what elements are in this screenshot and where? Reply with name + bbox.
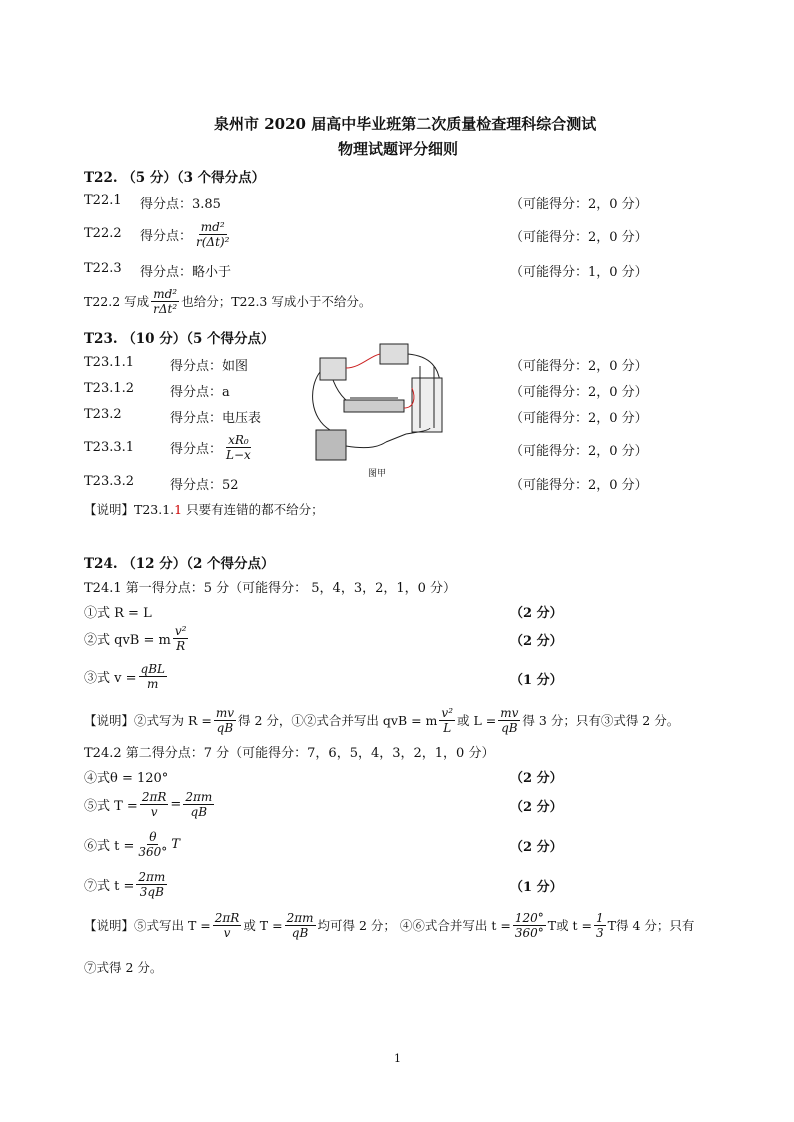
formula-denominator: qB <box>501 720 518 735</box>
circuit-figure <box>300 338 472 474</box>
t23-header: T23. （10 分）（5 个得分点） <box>84 331 275 347</box>
t23-2-score: （可能得分：2，0 分） <box>510 385 648 400</box>
page-number: 1 <box>394 1052 401 1065</box>
t24-part2: T24.2 第二得分点：7 分（可能得分：7，6，5，4，3，2，1，0 分） <box>84 746 495 761</box>
formula-numerator: v² <box>441 705 454 720</box>
t22-note-post: 也给分；T22.3 写成小于不给分。 <box>181 294 372 309</box>
formula-denominator: v <box>150 804 158 819</box>
formula-denominator: 3 <box>596 925 604 940</box>
eq7-pre: ⑦式 t = <box>84 878 135 894</box>
t24-eq4: ④式θ = 120° <box>84 771 169 786</box>
formula-numerator: md² <box>153 286 178 301</box>
doc-title: 泉州市 2020 届高中毕业班第二次质量检查理科综合测试 <box>214 115 597 133</box>
t23-1-label: 得分点：如图 <box>170 359 249 374</box>
note2-c: 均可得 2 分； ④⑥式合并写出 t = <box>317 918 511 933</box>
eq5-formula-2 <box>183 790 214 819</box>
t24-eq7 <box>84 866 169 902</box>
note1-formula-1 <box>214 706 236 735</box>
t23-note <box>84 500 324 518</box>
t24-part1: T24.1 第一得分点：5 分（可能得分： 5，4，3，2，1，0 分） <box>84 581 457 596</box>
formula-denominator: R <box>176 638 186 653</box>
t23-1-id: T23.1.1 <box>84 355 135 370</box>
eq5-mid: = <box>170 796 182 812</box>
formula-denominator: 360° <box>138 844 168 859</box>
t24-note1 <box>84 702 679 738</box>
t23-4-id: T23.3.1 <box>84 440 135 455</box>
note2-a: 【说明】⑤式写出 T = <box>84 918 211 933</box>
eq5-pre: ⑤式 T = <box>84 798 138 814</box>
note2-formula-4 <box>594 911 606 940</box>
formula-denominator: L <box>443 720 452 735</box>
t24-eq1-points: （2 分） <box>510 606 563 621</box>
t23-note-a: 【说明】T23.1. <box>84 502 175 517</box>
t23-5-id: T23.3.2 <box>84 474 135 489</box>
note2-d: T或 t = <box>547 918 593 933</box>
note2-formula-2 <box>285 911 316 940</box>
t22-2-id: T22.2 <box>84 226 122 241</box>
t24-eq1: ①式 R = L <box>84 606 152 621</box>
t23-3-score: （可能得分：2，0 分） <box>510 411 648 426</box>
formula-numerator: md² <box>200 219 225 234</box>
t23-2-id: T23.1.2 <box>84 381 135 396</box>
formula-denominator: rΔt² <box>153 301 178 316</box>
note2-e: T得 4 分；只有 <box>607 918 695 933</box>
eq3-formula <box>139 662 167 691</box>
formula-numerator: 2πm <box>185 789 213 804</box>
formula-denominator: 360° <box>514 925 544 940</box>
eq2-formula <box>173 624 189 653</box>
formula-numerator: mv <box>500 705 519 720</box>
t23-1-score: （可能得分：2，0 分） <box>510 359 648 374</box>
t23-5-label: 得分点：52 <box>170 478 239 493</box>
t22-note-formula <box>151 287 179 316</box>
note1-formula-3 <box>498 706 520 735</box>
formula-denominator: 3qB <box>139 884 164 899</box>
t24-header: T24. （12 分）（2 个得分点） <box>84 556 275 572</box>
note1-c: 或 L = <box>457 713 497 728</box>
t22-note <box>84 284 371 318</box>
note2-formula-1 <box>213 911 242 940</box>
t24-note2 <box>84 906 694 944</box>
eq2-pre: ②式 qvB = m <box>84 632 171 648</box>
formula-numerator: qBL <box>140 661 165 676</box>
t24-eq7-points: （1 分） <box>510 880 563 895</box>
t24-eq2-points: （2 分） <box>510 634 563 649</box>
doc-subtitle: 物理试题评分细则 <box>338 140 459 158</box>
note1-d: 得 3 分；只有③式得 2 分。 <box>522 713 680 728</box>
eq6-formula <box>136 830 169 859</box>
t24-eq4-points: （2 分） <box>510 771 563 786</box>
note1-formula-2 <box>439 706 455 735</box>
t23-4-formula <box>224 433 253 462</box>
note2-formula-3 <box>513 911 546 940</box>
t22-header: T22. （5 分）（3 个得分点） <box>84 170 266 186</box>
t23-5-score: （可能得分：2，0 分） <box>510 478 648 493</box>
t22-2-score: （可能得分：2，0 分） <box>510 230 648 245</box>
eq6-pre: ⑥式 t = <box>84 838 135 854</box>
t24-eq2 <box>84 620 190 656</box>
t23-4-answer <box>170 428 255 466</box>
t22-note-pre: T22.2 写成 <box>84 294 150 309</box>
t23-note-b: 只要有连错的都不给分； <box>182 502 324 517</box>
eq6-post: T <box>171 836 180 852</box>
t24-eq3-points: （1 分） <box>510 673 563 688</box>
note1-a: 【说明】②式写为 R = <box>84 713 212 728</box>
formula-denominator: v <box>223 925 231 940</box>
formula-numerator: 2πm <box>286 910 314 925</box>
t23-4-score: （可能得分：2，0 分） <box>510 444 648 459</box>
formula-numerator: θ <box>149 829 157 844</box>
formula-numerator: 2πR <box>214 910 240 925</box>
formula-numerator: 2πR <box>141 789 167 804</box>
t22-2-formula <box>194 220 231 249</box>
t22-2-label: 得分点： <box>140 228 193 244</box>
eq7-formula <box>136 870 167 899</box>
t23-note-red: 1 <box>174 502 183 517</box>
formula-denominator: r(Δt)² <box>196 234 230 249</box>
formula-denominator: m <box>147 676 159 691</box>
formula-numerator: mv <box>215 705 235 720</box>
note1-b: 得 2 分，①②式合并写出 qvB = m <box>238 713 438 728</box>
t23-3-label: 得分点：电压表 <box>170 411 262 426</box>
t24-eq6-points: （2 分） <box>510 840 563 855</box>
figure-caption: 图甲 <box>368 469 387 479</box>
t24-eq6 <box>84 826 180 862</box>
formula-numerator: 1 <box>596 910 604 925</box>
t24-note2-line2: ⑦式得 2 分。 <box>84 960 163 975</box>
t23-3-id: T23.2 <box>84 407 122 422</box>
formula-numerator: xR₀ <box>228 432 249 447</box>
formula-denominator: qB <box>216 720 234 735</box>
t24-eq5 <box>84 786 216 822</box>
t22-2-answer <box>140 216 233 252</box>
t22-3-label: 得分点：略小于 <box>140 265 232 280</box>
formula-denominator: qB <box>291 925 309 940</box>
formula-numerator: v² <box>174 623 187 638</box>
eq3-pre: ③式 v = <box>84 670 137 686</box>
t23-4-label: 得分点： <box>170 441 223 457</box>
t24-eq3 <box>84 658 169 694</box>
eq5-formula-1 <box>140 790 169 819</box>
t22-3-score: （可能得分：1，0 分） <box>510 265 648 280</box>
t22-1-score: （可能得分：2，0 分） <box>510 197 648 212</box>
t22-1-label: 得分点：3.85 <box>140 197 221 212</box>
formula-numerator: 2πm <box>138 869 166 884</box>
t22-1-id: T22.1 <box>84 193 122 208</box>
t22-3-id: T22.3 <box>84 261 122 276</box>
t24-eq5-points: （2 分） <box>510 800 563 815</box>
note2-b: 或 T = <box>243 918 283 933</box>
formula-numerator: 120° <box>514 910 544 925</box>
formula-denominator: L−x <box>226 447 251 462</box>
formula-denominator: qB <box>190 804 208 819</box>
t23-2-label: 得分点：a <box>170 385 230 400</box>
